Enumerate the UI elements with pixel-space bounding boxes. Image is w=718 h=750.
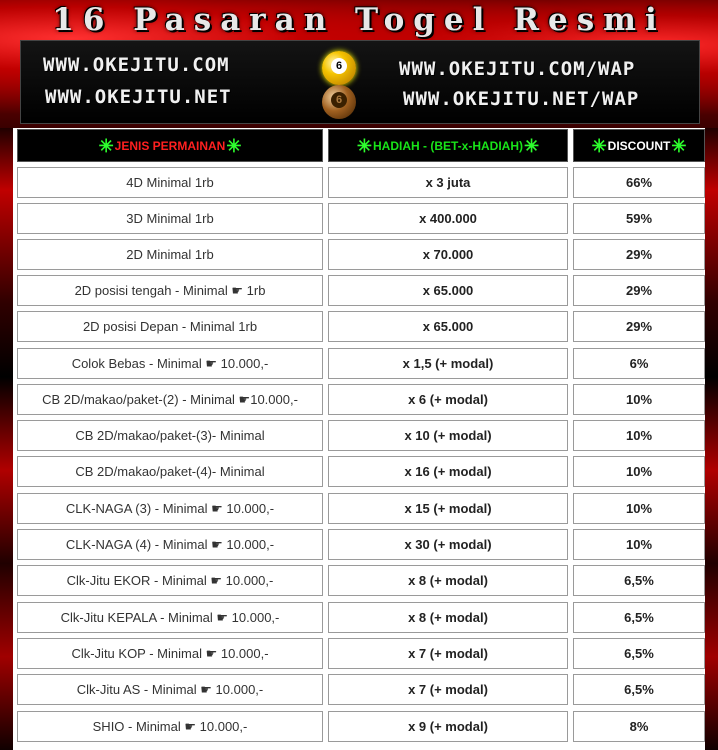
sparkle-icon: ✳ bbox=[98, 135, 114, 156]
prize-cell: x 70.000 bbox=[328, 239, 568, 270]
table-header-row bbox=[13, 129, 705, 160]
banner-url-com-wap[interactable]: WWW.OKEJITU.COM/WAP bbox=[399, 58, 636, 80]
prize-cell: x 3 juta bbox=[328, 167, 568, 198]
discount-cell: 6,5% bbox=[573, 565, 705, 596]
sparkle-icon: ✳ bbox=[226, 135, 242, 156]
discount-cell: 6,5% bbox=[573, 638, 705, 669]
header-discount-label: DISCOUNT bbox=[607, 138, 671, 153]
prize-cell: x 30 (+ modal) bbox=[328, 529, 568, 560]
header-discount bbox=[573, 129, 705, 162]
header-game-label: JENIS PERMAINAN bbox=[114, 138, 226, 153]
game-cell: Clk-Jitu KEPALA - Minimal ☛ 10.000,- bbox=[17, 602, 323, 633]
prize-cell: x 8 (+ modal) bbox=[328, 602, 568, 633]
header-game bbox=[17, 129, 323, 162]
table-row bbox=[13, 456, 705, 487]
table-row bbox=[13, 674, 705, 705]
prize-cell: x 8 (+ modal) bbox=[328, 565, 568, 596]
prize-cell: x 9 (+ modal) bbox=[328, 711, 568, 742]
table-row bbox=[13, 275, 705, 306]
table-row bbox=[13, 348, 705, 379]
header-prize bbox=[328, 129, 568, 162]
banner-title: 16 Pasaran Togel Resmi bbox=[52, 2, 666, 38]
prize-cell: x 7 (+ modal) bbox=[328, 674, 568, 705]
prize-cell: x 16 (+ modal) bbox=[328, 456, 568, 487]
right-background-strip bbox=[705, 128, 718, 750]
game-cell: CB 2D/makao/paket-(4)- Minimal bbox=[17, 456, 323, 487]
ball-number-reflection: 6 bbox=[331, 92, 347, 108]
game-cell: 2D Minimal 1rb bbox=[17, 239, 323, 270]
table-row bbox=[13, 711, 705, 742]
discount-cell: 10% bbox=[573, 420, 705, 451]
header-banner bbox=[0, 0, 718, 128]
game-cell: SHIO - Minimal ☛ 10.000,- bbox=[17, 711, 323, 742]
table-row bbox=[13, 602, 705, 633]
game-cell: 3D Minimal 1rb bbox=[17, 203, 323, 234]
discount-cell: 59% bbox=[573, 203, 705, 234]
table-row bbox=[13, 529, 705, 560]
discount-cell: 29% bbox=[573, 311, 705, 342]
discount-cell: 10% bbox=[573, 456, 705, 487]
game-cell: CLK-NAGA (4) - Minimal ☛ 10.000,- bbox=[17, 529, 323, 560]
discount-cell: 10% bbox=[573, 384, 705, 415]
sparkle-icon: ✳ bbox=[356, 135, 372, 156]
table-row bbox=[13, 384, 705, 415]
discount-cell: 29% bbox=[573, 239, 705, 270]
prize-cell: x 65.000 bbox=[328, 275, 568, 306]
lottery-ball-reflection-icon bbox=[322, 85, 356, 119]
table-row bbox=[13, 311, 705, 342]
table-row bbox=[13, 420, 705, 451]
sparkle-icon: ✳ bbox=[671, 135, 687, 156]
banner-url-net-wap[interactable]: WWW.OKEJITU.NET/WAP bbox=[403, 88, 640, 110]
game-cell: CB 2D/makao/paket-(2) - Minimal ☛10.000,- bbox=[17, 384, 323, 415]
prize-cell: x 65.000 bbox=[328, 311, 568, 342]
game-cell: Clk-Jitu EKOR - Minimal ☛ 10.000,- bbox=[17, 565, 323, 596]
discount-cell: 6% bbox=[573, 348, 705, 379]
header-prize-label: HADIAH - (BET-x-HADIAH) bbox=[373, 138, 523, 153]
banner-url-box bbox=[20, 40, 700, 124]
prize-cell: x 15 (+ modal) bbox=[328, 493, 568, 524]
table-row bbox=[13, 565, 705, 596]
game-cell: 2D posisi Depan - Minimal 1rb bbox=[17, 311, 323, 342]
discount-cell: 6,5% bbox=[573, 674, 705, 705]
prize-table bbox=[13, 128, 705, 750]
game-cell: Clk-Jitu KOP - Minimal ☛ 10.000,- bbox=[17, 638, 323, 669]
left-background-strip bbox=[0, 128, 13, 750]
prize-cell: x 10 (+ modal) bbox=[328, 420, 568, 451]
discount-cell: 8% bbox=[573, 711, 705, 742]
table-row bbox=[13, 203, 705, 234]
table-row bbox=[13, 638, 705, 669]
prize-cell: x 400.000 bbox=[328, 203, 568, 234]
table-row bbox=[13, 239, 705, 270]
game-cell: CLK-NAGA (3) - Minimal ☛ 10.000,- bbox=[17, 493, 323, 524]
game-cell: CB 2D/makao/paket-(3)- Minimal bbox=[17, 420, 323, 451]
lottery-ball-icon bbox=[322, 51, 356, 85]
prize-cell: x 6 (+ modal) bbox=[328, 384, 568, 415]
banner-url-com[interactable]: WWW.OKEJITU.COM bbox=[43, 54, 230, 76]
discount-cell: 66% bbox=[573, 167, 705, 198]
discount-cell: 10% bbox=[573, 493, 705, 524]
ball-number: 6 bbox=[331, 58, 347, 74]
sparkle-icon: ✳ bbox=[524, 135, 540, 156]
discount-cell: 29% bbox=[573, 275, 705, 306]
game-cell: Colok Bebas - Minimal ☛ 10.000,- bbox=[17, 348, 323, 379]
prize-cell: x 1,5 (+ modal) bbox=[328, 348, 568, 379]
table-row bbox=[13, 167, 705, 198]
discount-cell: 10% bbox=[573, 529, 705, 560]
game-cell: Clk-Jitu AS - Minimal ☛ 10.000,- bbox=[17, 674, 323, 705]
discount-cell: 6,5% bbox=[573, 602, 705, 633]
game-cell: 2D posisi tengah - Minimal ☛ 1rb bbox=[17, 275, 323, 306]
prize-cell: x 7 (+ modal) bbox=[328, 638, 568, 669]
banner-url-net[interactable]: WWW.OKEJITU.NET bbox=[45, 86, 232, 108]
game-cell: 4D Minimal 1rb bbox=[17, 167, 323, 198]
sparkle-icon: ✳ bbox=[591, 135, 607, 156]
table-row bbox=[13, 493, 705, 524]
